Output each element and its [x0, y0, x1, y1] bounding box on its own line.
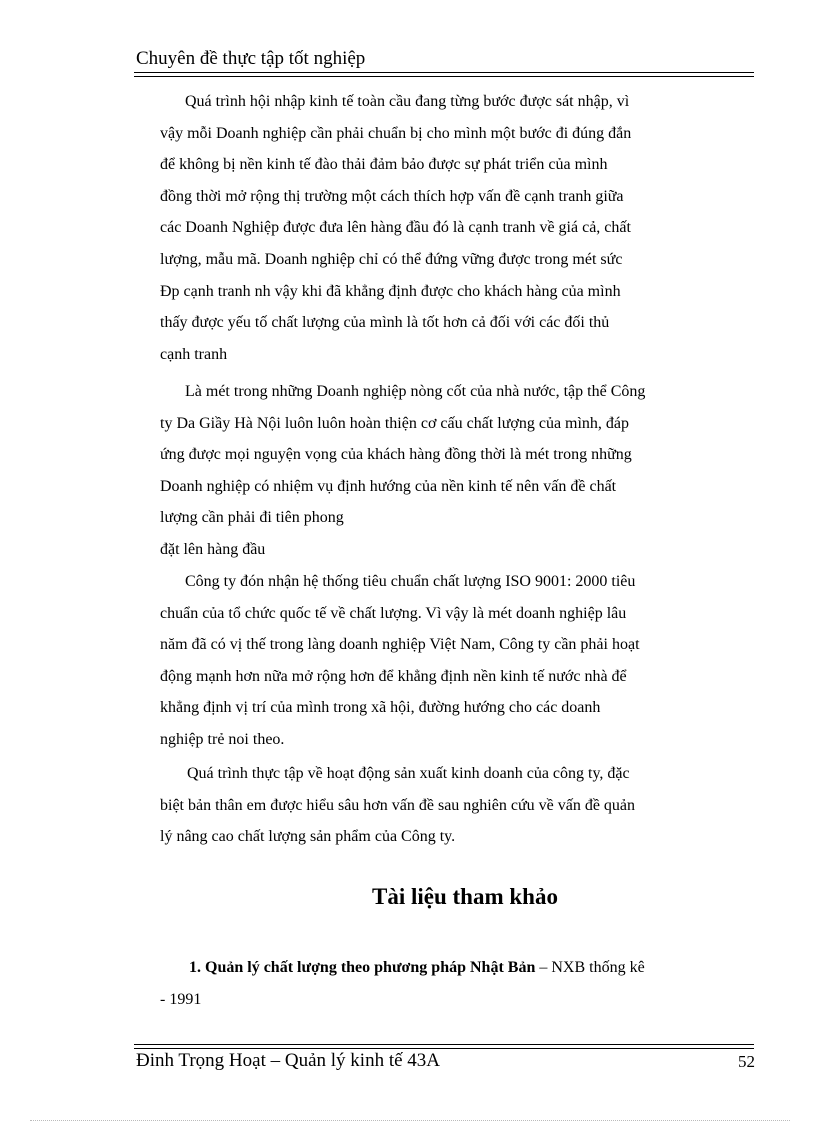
paragraph-line: đặt lên hàng đầu — [160, 540, 266, 558]
reference-title: Quản lý chất lượng theo phương pháp Nhật Bản — [205, 959, 536, 976]
header-rule-bottom — [134, 76, 754, 77]
header-rule-top — [134, 72, 754, 73]
footer-rule-bottom — [134, 1048, 754, 1049]
paragraph-line: khẳng định vị trí của mình trong xã hội, đường hướng cho các doanh — [160, 699, 601, 717]
footer-author: Đinh Trọng Hoạt – Quản lý kinh tế 43A — [136, 1050, 440, 1071]
paragraph-2 — [160, 376, 739, 566]
paragraph-line: chuẩn của tổ chức quốc tế về chất lượng. Vì vậy là mét doanh nghiệp lâu — [160, 604, 627, 622]
paragraph-line: cạnh tranh — [160, 345, 228, 363]
paragraph-line: lượng cần phải đi tiên phong — [160, 509, 344, 527]
paragraph-line: thấy được yếu tố chất lượng của mình là tốt hơn cả đối với các đối thủ — [160, 314, 610, 332]
paragraph-line: Quá trình thực tập về hoạt động sản xuất kinh doanh của công ty, đặc — [187, 765, 630, 782]
paragraph-line: Ðp cạnh tranh nh vậy khi đã khẳng định được cho khách hàng của mình — [160, 282, 621, 300]
page-boundary — [30, 1120, 790, 1121]
page-number: 52 — [738, 1052, 755, 1071]
paragraph-line: để không bị nền kinh tế đào thải đảm bảo được sự phát triển của mình — [160, 156, 608, 174]
footer-rule-top — [134, 1044, 754, 1045]
paragraph-4 — [160, 758, 739, 853]
paragraph-line: Là mét trong những Doanh nghiệp nòng cốt của nhà nước, tập thể Công — [185, 383, 646, 400]
paragraph-line: năm đã có vị thế trong làng doanh nghiệp Việt Nam, Công ty cần phải hoạt — [160, 636, 640, 654]
paragraph-line: lượng, mẫu mã. Doanh nghiệp chỉ có thể đứng vững được trong mét sức — [160, 250, 623, 268]
reference-line — [160, 952, 739, 984]
header-title: Chuyên đề thực tập tốt nghiệp — [136, 48, 366, 69]
paragraph-line: lý nâng cao chất lượng sản phẩm của Công ty. — [160, 828, 456, 846]
paragraph-line: ty Da Giầy Hà Nội luôn luôn hoàn thiện cơ cấu chất lượng của mình, đáp — [160, 414, 630, 432]
references-heading: Tài liệu tham khảo — [372, 884, 558, 909]
paragraph-line: Công ty đón nhận hệ thống tiêu chuẩn chất lượng ISO 9001: 2000 tiêu — [185, 573, 636, 590]
paragraph-line: nghiệp trẻ noi theo. — [160, 730, 285, 748]
reference-number: 1. — [189, 959, 201, 976]
paragraph-line: các Doanh Nghiệp được đưa lên hàng đầu đó là cạnh tranh về giá cả, chất — [160, 219, 631, 237]
paragraph-line: động mạnh hơn nữa mở rộng hơn để khẳng định nền kinh tế nước nhà để — [160, 667, 627, 685]
paragraph-line: đồng thời mở rộng thị trường một cách thích hợp vấn đề cạnh tranh giữa — [160, 187, 624, 205]
reference-publisher: – NXB thống kê — [535, 959, 645, 976]
paragraph-3 — [160, 566, 739, 756]
paragraph-line: biệt bản thân em được hiểu sâu hơn vấn đề sau nghiên cứu về vấn đề quản — [160, 796, 636, 814]
paragraph-line: vậy mỗi Doanh nghiệp cần phải chuẩn bị cho mình một bước đi đúng đắn — [160, 124, 632, 142]
paragraph-1 — [160, 86, 739, 370]
paragraph-line: Quá trình hội nhập kinh tế toàn cầu đang từng bước được sát nhập, vì — [185, 93, 630, 110]
reference-item — [160, 952, 739, 1015]
paragraph-line: Doanh nghiệp có nhiệm vụ định hướng của nền kinh tế nên vấn đề chất — [160, 477, 617, 495]
paragraph-line: ứng được mọi nguyện vọng của khách hàng đồng thời là mét trong những — [160, 446, 632, 464]
reference-year: - 1991 — [160, 990, 202, 1008]
